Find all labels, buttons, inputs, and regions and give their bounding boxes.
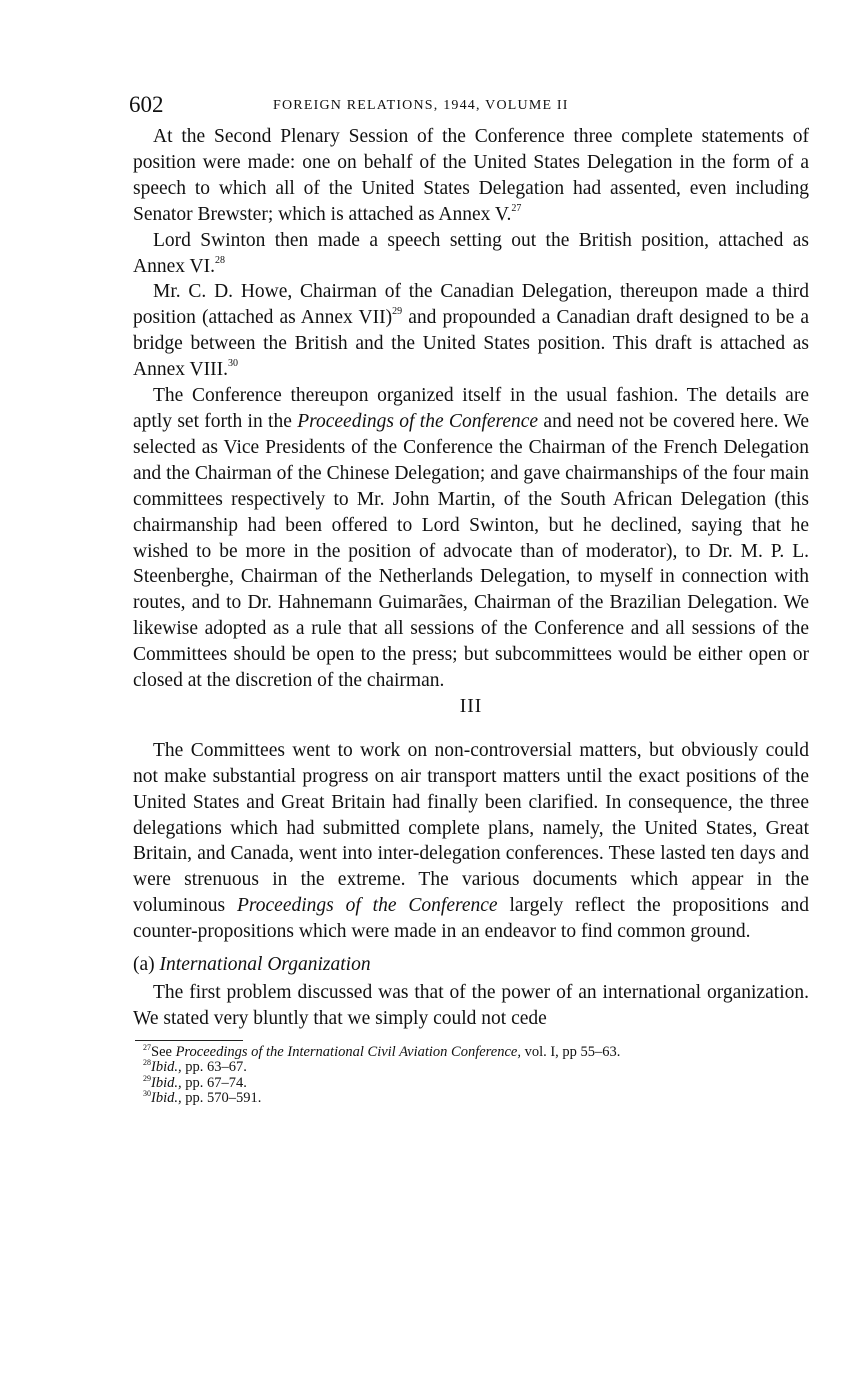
footnote-text: See (151, 1043, 176, 1060)
paragraph-text: The Conference thereupon organized itself in the usual fashion. The details are aptly set forth in the (133, 385, 809, 432)
footnote-ref-28[interactable]: 28 (214, 254, 225, 266)
footnote-text: vol. I, pp 55–63. (520, 1043, 621, 1060)
footnote-text: pp. 570–591. (181, 1090, 262, 1107)
footnote-italic: Ibid., (151, 1059, 182, 1076)
paragraph-4 (133, 383, 809, 694)
footnote-ref-27[interactable]: 27 (511, 202, 522, 214)
footnote-number: 28 (143, 1058, 151, 1068)
footnote-text: pp. 63–67. (181, 1059, 247, 1076)
footnotes (133, 1042, 809, 1107)
footnote-ref-30[interactable]: 30 (227, 358, 238, 370)
paragraph-text: largely reflect the propositions and counter-propositions which were made in an endeavor to find common ground. (133, 895, 809, 943)
page-number: 602 (129, 92, 164, 117)
subsection-title: International Organization (159, 954, 371, 976)
section-heading: III (459, 695, 483, 717)
paragraph-5 (133, 738, 809, 945)
running-title: FOREIGN RELATIONS, 1944, VOLUME II (273, 98, 569, 113)
paragraph-text: Mr. C. D. Howe, Chairman of the Canadian Delegation, thereupon made a third position (attached as Annex VII) (133, 281, 809, 329)
paragraph-text: At the Second Plenary Session of the Conference three complete statements of position were made: one on behalf of the United States Delegation in the form of a speech to which all of the United States Delegation had assented, even including Senator Brewster; which is attached as Annex V. (133, 126, 809, 225)
footnote-text: pp. 67–74. (181, 1074, 247, 1091)
subsection-heading (133, 952, 809, 978)
running-header (129, 92, 809, 124)
footnote-italic: Ibid., (151, 1090, 182, 1107)
footnote-27 (133, 1042, 809, 1061)
footnote-number: 30 (143, 1089, 151, 1099)
paragraph-6 (133, 980, 809, 1032)
footnote-ref-29[interactable]: 29 (392, 306, 403, 318)
paragraph-2 (133, 228, 809, 280)
paragraph-text: The first problem discussed was that of the power of an international organization. We stated very bluntly that we simply could not cede (133, 982, 809, 1029)
paragraph-3 (133, 279, 809, 383)
document-page (129, 92, 809, 1107)
footnote-divider (135, 1040, 243, 1041)
footnote-30 (133, 1091, 809, 1107)
footnote-number: 27 (143, 1042, 151, 1052)
paragraph-text: and need not be covered here. We selected as Vice Presidents of the Conference the Chairman of the French Delegation and the Chairman of the Chinese Delegation; and gave chairmanships of the four main committees respectively to Mr. John Martin, of the South African Delegation (this chairmanship had been offered to Lord Swinton, but he declined, saying that he wished to be more in the position of advocate than of moderator), to Dr. M. P. L. Steenberghe, Chairman of the Netherlands Delegation, to myself in connection with routes, and to Dr. Hahnemann Guimarães, Chairman of the Brazilian Delegation. We likewise adopted as a rule that all sessions of the Conference and all sessions of the Committees should be open to the press; but subcommittees would be either open or closed at the discretion of the chairman. (133, 410, 809, 692)
footnote-29 (133, 1073, 809, 1092)
paragraph-text: Lord Swinton then made a speech setting out the British position, attached as Annex VI. (133, 229, 809, 277)
italic-title: Proceedings of the Conference (297, 410, 539, 432)
italic-title: Proceedings of the Conference (236, 895, 498, 917)
paragraph-1 (133, 124, 809, 228)
paragraph-text: and propounded a Canadian draft designed to be a bridge between the British and the United States position. This draft is attached as Annex VIII. (133, 307, 809, 381)
body-text (133, 124, 809, 1032)
subsection-marker: (a) (133, 954, 155, 976)
paragraph-text: The Committees went to work on non-controversial matters, but obviously could not make substantial progress on air transport matters until the exact positions of the United States and Great Britain had finally been clarified. In consequence, the three delegations which had submitted complete plans, namely, the United States, Great Britain, and Canada, went into inter-delegation conferences. These lasted ten days and were strenuous in the extreme. The various documents which appear in the voluminous (133, 739, 809, 917)
footnote-number: 29 (143, 1073, 151, 1083)
footnote-italic: Ibid., (151, 1074, 182, 1091)
footnote-28 (133, 1060, 809, 1076)
footnote-italic: Proceedings of the International Civil Aviation Conference, (175, 1043, 521, 1060)
